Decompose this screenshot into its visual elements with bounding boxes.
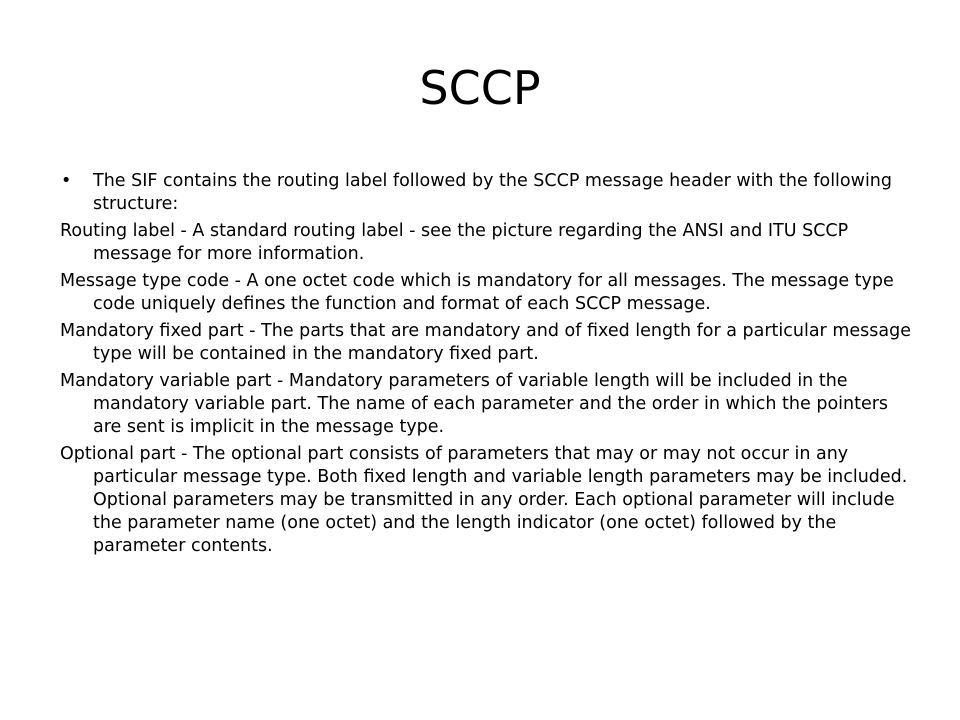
bullet-item [60, 170, 912, 216]
paragraph-mandatory-fixed-part: Mandatory fixed part - The parts that are mandatory and of fixed length for a particular message type will be contained in the mandatory fixed part. [60, 321, 911, 364]
bullet-marker: • [61, 171, 72, 191]
paragraph-mandatory-variable-part: Mandatory variable part - Mandatory parameters of variable length will be included in the mandatory variable part. The name of each parameter and the order in which the pointers are sent is implicit in the message type. [60, 371, 889, 437]
bullet-text: The SIF contains the routing label followed by the SCCP message header with the following structure: [93, 171, 893, 214]
slide-body [60, 170, 912, 562]
paragraph-message-type-code: Message type code - A one octet code which is mandatory for all messages. The message type code uniquely defines the function and format of each SCCP message. [60, 271, 894, 314]
slide-title: SCCP [419, 61, 541, 115]
paragraph-routing-label: Routing label - A standard routing label - see the picture regarding the ANSI and ITU SCCP message for more information. [60, 221, 849, 264]
paragraph-optional-part: Optional part - The optional part consists of parameters that may or may not occur in any particular message type. Both fixed length and variable length parameters may be included. Optional parameters may be transmitted in any order. Each optional parameter will include the parameter name (one octet) and the length indicator (one octet) followed by the parameter contents. [60, 444, 908, 556]
